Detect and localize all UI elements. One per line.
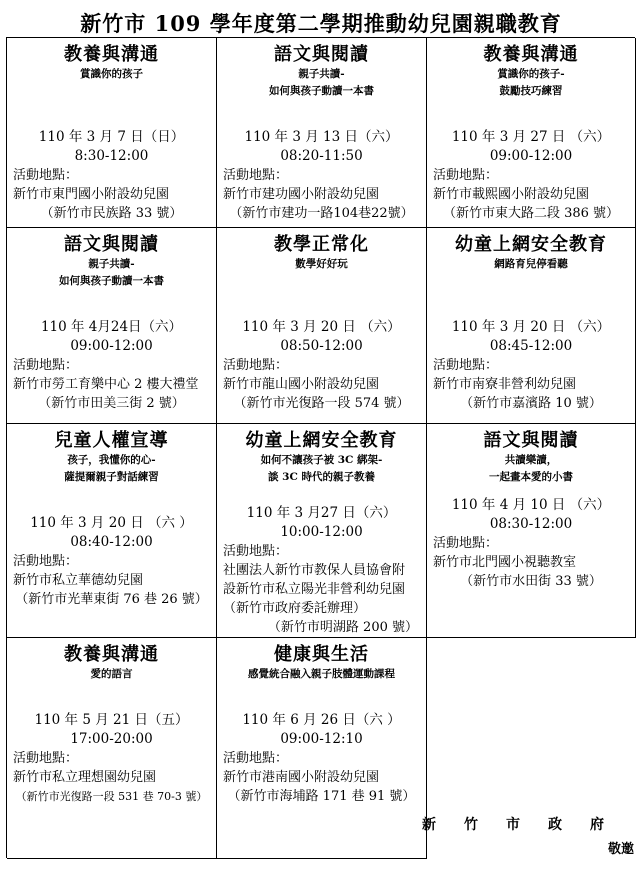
event-place: （新竹市政府委託辦理） (223, 601, 367, 616)
event-place: 新竹市龍山國小附設幼兒園 (223, 377, 380, 392)
event-title: 教養與溝通 (483, 44, 579, 65)
event-date: 110 年 5 月 21 日（五） (34, 712, 189, 728)
event-title: 幼童上網安全教育 (245, 430, 398, 451)
event-place: 新竹市港南國小附設幼兒園 (223, 770, 380, 785)
event-cell (7, 38, 217, 228)
event-place: 新竹市私立華德幼兒園 (13, 573, 144, 588)
footer-signature: 敬邀 (607, 842, 634, 857)
event-cell (217, 424, 427, 638)
location-label: 活動地點： (433, 536, 499, 551)
event-place: 新竹市載熙國小附設幼兒園 (433, 187, 590, 202)
event-cell (427, 228, 636, 424)
event-title: 教養與溝通 (64, 44, 159, 65)
event-cell (7, 228, 217, 424)
event-time: 08:30-12:00 (489, 516, 573, 532)
event-time: 10:00-12:00 (280, 524, 363, 540)
event-cell (427, 424, 636, 638)
event-title: 健康與生活 (274, 644, 369, 665)
event-date: 110 年 3 月 7 日（日） (38, 129, 185, 145)
event-title: 教養與溝通 (64, 644, 159, 665)
event-cell (217, 38, 427, 228)
event-subtitle: 如何與孩子動讀一本書 (269, 85, 374, 97)
event-date: 110 年 3 月 20 日 （六 ） (30, 515, 193, 531)
event-date: 110 年 4月24日（六） (40, 319, 183, 335)
event-cell (7, 638, 217, 859)
location-label: 活動地點： (13, 751, 79, 766)
location-label: 活動地點： (223, 751, 289, 766)
event-title: 語文與閱讀 (64, 234, 159, 255)
event-place: 設新竹市私立陽光非營利幼兒園 (223, 582, 406, 597)
event-subtitle: 共讀樂讀， (504, 454, 558, 466)
event-title: 語文與閱讀 (274, 44, 369, 65)
event-place: 新竹市東門國小附設幼兒園 (13, 187, 170, 202)
schedule-grid (6, 37, 635, 858)
event-address: （新竹市建功一路104巷22號） (229, 206, 414, 221)
event-subtitle: 薩提爾親子對話練習 (64, 471, 159, 483)
event-subtitle: 網路育兒停看聽 (494, 258, 568, 270)
event-date: 110 年 6 月 26 日（六 ） (242, 712, 401, 728)
event-title: 兒童人權宣導 (54, 430, 169, 451)
event-date: 110 年 4 月 10 日 （六） (451, 497, 611, 513)
event-subtitle: 感覺統合融入親子肢體運動課程 (248, 668, 395, 680)
location-label: 活動地點： (223, 358, 289, 373)
event-time: 8:30-12:00 (74, 148, 149, 164)
event-address: （新竹市光復路一段 574 號） (233, 396, 410, 411)
event-time: 08:50-12:00 (280, 338, 363, 354)
event-subtitle: 賞識你的孩子 (80, 68, 143, 80)
event-subtitle: 數學好好玩 (295, 258, 348, 270)
event-time: 17:00-20:00 (70, 731, 153, 747)
event-subtitle: 如何不讓孩子被 3C 綁架- (260, 454, 383, 466)
event-place: 新竹市私立理想園幼兒園 (13, 770, 157, 785)
event-subtitle: 鼓勵技巧練習 (499, 85, 563, 97)
event-address: （新竹市田美三街 2 號） (38, 396, 185, 411)
event-time: 08:45-12:00 (489, 338, 573, 354)
location-label: 活動地點： (223, 544, 289, 559)
location-label: 活動地點： (13, 168, 79, 183)
page-title: 新竹市 109 學年度第二學期推動幼兒園親職教育 (80, 11, 562, 36)
location-label: 活動地點： (13, 554, 79, 569)
location-label: 活動地點： (433, 358, 499, 373)
event-address: （新竹市民族路 33 號） (40, 206, 183, 221)
event-address: （新竹市海埔路 171 巷 91 號） (227, 789, 416, 804)
event-subtitle: 談 3C 時代的親子教養 (268, 471, 375, 483)
event-address: （新竹市光華東街 76 巷 26 號） (15, 592, 208, 607)
event-place: 社團法人新竹市教保人員協會附 (223, 563, 406, 578)
event-subtitle: 親子共讀- (88, 258, 135, 270)
event-time: 09:00-12:00 (489, 148, 573, 164)
event-address: （新竹市嘉濱路 10 號） (460, 396, 602, 411)
event-subtitle: 一起畫本愛的小書 (489, 471, 573, 483)
event-date: 110 年 3 月27 日（六） (246, 505, 397, 521)
event-subtitle: 孩子，我懂你的心- (67, 454, 156, 466)
event-address: （新竹市東大路二段 386 號） (442, 206, 620, 221)
event-place: 新竹市南寮非營利幼兒園 (433, 377, 577, 392)
event-place: 新竹市建功國小附設幼兒園 (223, 187, 380, 202)
event-subtitle: 賞識你的孩子- (497, 68, 565, 80)
event-subtitle: 親子共讀- (298, 68, 345, 80)
event-cell (217, 638, 427, 859)
event-place: 新竹市勞工育樂中心 2 樓大禮堂 (13, 377, 199, 392)
location-label: 活動地點： (223, 168, 289, 183)
event-cell (7, 424, 217, 638)
event-title: 教學正常化 (274, 234, 369, 255)
event-cell (217, 228, 427, 424)
event-time: 08:20-11:50 (280, 148, 363, 164)
event-date: 110 年 3 月 27 日 （六） (451, 129, 611, 145)
event-date: 110 年 3 月 20 日 （六） (451, 319, 611, 335)
footer-organization: 新竹市政府 (422, 817, 632, 833)
event-title: 幼童上網安全教育 (455, 234, 607, 255)
event-date: 110 年 3 月 20 日 （六） (242, 319, 401, 335)
event-subtitle: 如何與孩子動讀一本書 (59, 275, 164, 287)
event-place: 新竹市北門國小視聽教室 (433, 555, 577, 570)
event-title: 語文與閱讀 (483, 430, 579, 451)
event-address: （新竹市明湖路 200 號） (267, 620, 418, 635)
location-label: 活動地點： (13, 358, 79, 373)
location-label: 活動地點： (433, 168, 499, 183)
event-time: 09:00-12:10 (280, 731, 363, 747)
event-address: （新竹市光復路一段 531 巷 70-3 號） (15, 790, 208, 803)
event-date: 110 年 3 月 13 日（六） (244, 129, 399, 145)
event-cell (427, 38, 636, 228)
event-time: 08:40-12:00 (70, 534, 153, 550)
event-subtitle: 愛的語言 (90, 668, 133, 680)
event-address: （新竹市水田街 33 號） (460, 574, 602, 589)
event-time: 09:00-12:00 (70, 338, 153, 354)
